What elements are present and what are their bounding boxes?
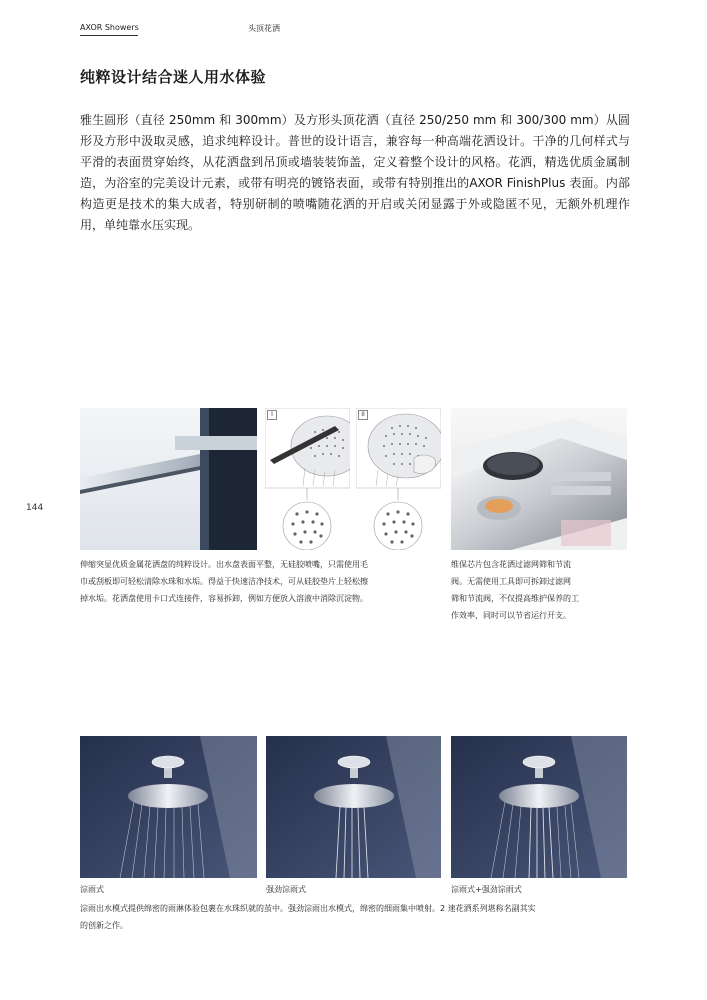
cleaning-illustration-1 xyxy=(265,408,350,550)
caption-left xyxy=(80,556,435,607)
caption-right-line: 阀。无需使用工具即可拆卸过滤网 xyxy=(451,577,571,586)
page-number: 144 xyxy=(26,503,44,513)
mode-label-power-rain: 强劲淙雨式 xyxy=(266,885,306,894)
header-rule xyxy=(80,35,138,36)
step-label-1: I xyxy=(267,410,277,420)
intro-paragraph: 雅生圆形（直径 250mm 和 300mm）及方形头顶花洒（直径 250/250 mm 和 300/300 mm）从圆形及方形中汲取灵感，追求纯粹设计。普世的设计语言，兼容每一种高端花洒设计。干净的几何样式与平滑的表面贯穿始终，从花洒盘到吊顶或墙装装饰盖，定义着整个设计的风格。花洒，精选优质金属制造，为浴室的完美设计元素，或带有明亮的镀铬表面，或带有特别推出的AXOR FinishPlus 表面。内部构造更是技术的集大成者，特别研制的喷嘴随花洒的开启或关闭显露于外或隐匿不见，无额外机理作用，单纯靠水压实现。 xyxy=(80,113,630,232)
caption-bottom xyxy=(80,900,640,934)
header-section: 头顶花洒 xyxy=(248,24,280,33)
square-shower-head-photo xyxy=(80,408,257,550)
maintenance-cartridge-photo xyxy=(451,408,627,550)
power-rain-mode-photo xyxy=(266,736,441,878)
step-label-2: II xyxy=(358,410,368,420)
header-brand: AXOR Showers xyxy=(80,23,139,32)
caption-right-line: 作效率，同时可以节省运行开支。 xyxy=(451,611,571,620)
rain-mode-photo xyxy=(80,736,257,878)
caption-left-line: 巾或刮板即可轻松清除水珠和水垢。得益于快速洁净技术，可从硅胶垫片上轻松擦 xyxy=(80,577,368,586)
mode-label-rain: 淙雨式 xyxy=(80,885,104,894)
caption-bottom-line: 淙雨出水模式提供绵密的雨淋体验包裹在水珠织就的茧中。强劲淙雨出水模式，绵密的细雨集中喷射。2 速花洒系列堪称名副其实 xyxy=(80,904,536,913)
mode-label-combined: 淙雨式+强劲淙雨式 xyxy=(451,885,522,894)
caption-right-line: 筛和节流阀，不仅提高维护保养的工 xyxy=(451,594,579,603)
caption-right-line: 维保芯片包含花洒过滤网筛和节流 xyxy=(451,560,571,569)
caption-left-line: 掉水垢。花洒盘使用卡口式连接件，容易拆卸，例如方便放入溶液中消除沉淀物。 xyxy=(80,594,368,603)
combined-mode-photo xyxy=(451,736,627,878)
caption-right xyxy=(451,556,627,624)
caption-left-line: 伸缩突显优质金属花洒盘的纯粹设计。出水盘表面平整，无硅胶喷嘴，只需使用毛 xyxy=(80,560,368,569)
caption-bottom-line: 的创新之作。 xyxy=(80,921,128,930)
page-title: 纯粹设计结合迷人用水体验 xyxy=(80,68,267,86)
cleaning-illustration-2 xyxy=(356,408,441,550)
